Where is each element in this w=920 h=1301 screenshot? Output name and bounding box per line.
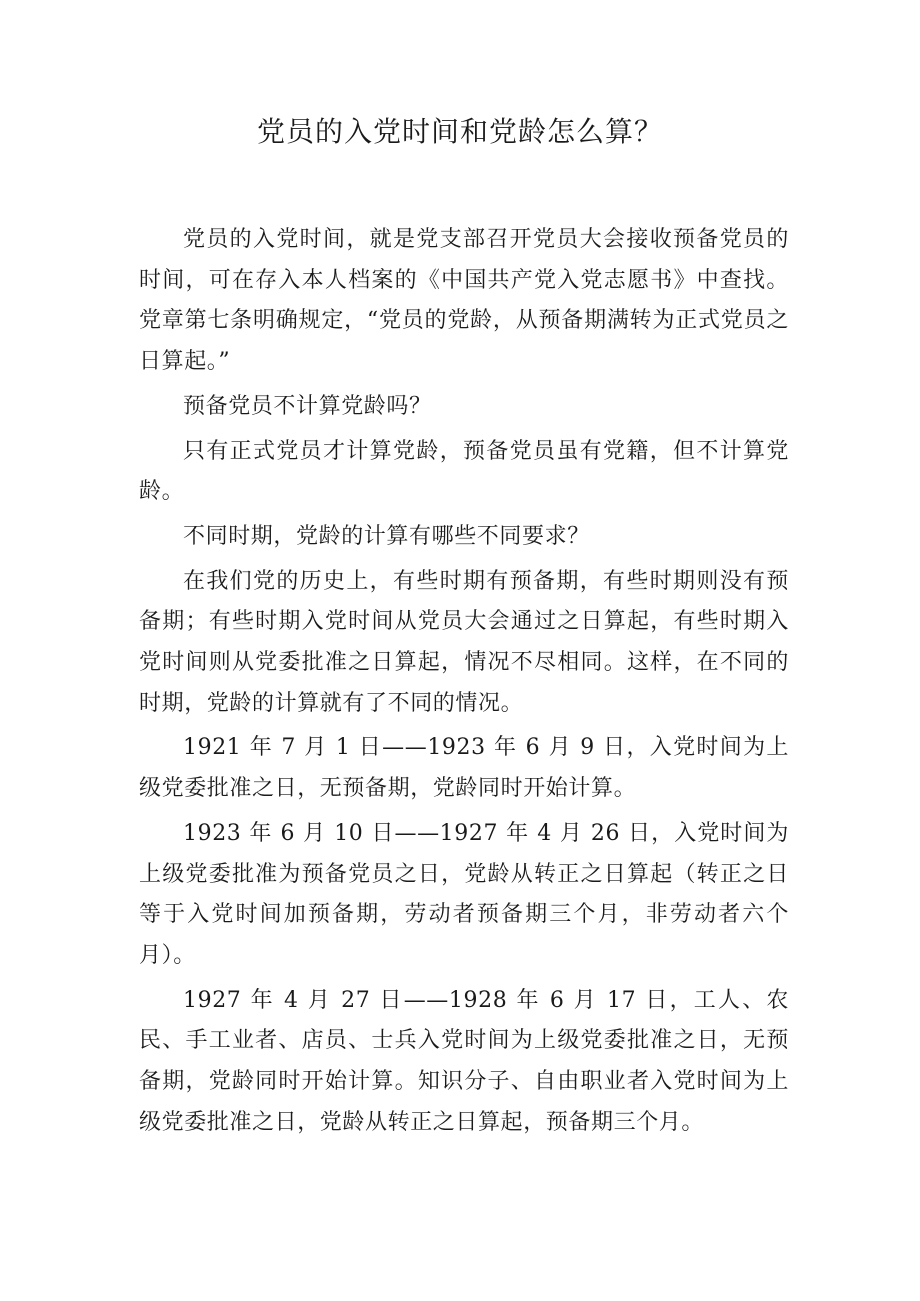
paragraph-history-overview: 在我们党的历史上，有些时期有预备期，有些时期则没有预备期；有些时期入党时间从党员大会通过之日算起，有些时期入党时间则从党委批准之日算起，情况不尽相同。这样，在不同的时期，党龄的计算就有了不同的情况。 <box>139 568 789 716</box>
paragraph-answer-probationary: 只有正式党员才计算党龄，预备党员虽有党籍，但不计算党龄。 <box>139 438 789 505</box>
paragraph-question-probationary: 预备党员不计算党龄吗？ <box>183 393 432 419</box>
paragraph-period-1921-1923: 1921 年 7 月 1 日——1923 年 6 月 9 日，入党时间为上级党委批准之日，无预备期，党龄同时开始计算。 <box>139 735 789 802</box>
paragraph-period-1927-1928: 1927 年 4 月 27 日——1928 年 6 月 17 日，工人、农民、手工业者、店员、士兵入党时间为上级党委批准之日，无预备期，党龄同时开始计算。知识分子、自由职业者入党时间为上级党委批准之日，党龄从转正之日算起，预备期三个月。 <box>139 987 789 1135</box>
document-title: 党员的入党时间和党龄怎么算？ <box>256 115 663 148</box>
paragraph-question-periods: 不同时期，党龄的计算有哪些不同要求？ <box>183 523 590 549</box>
paragraph-period-1923-1927: 1923 年 6 月 10 日——1927 年 4 月 26 日，入党时间为上级党委批准为预备党员之日，党龄从转正之日算起（转正之日等于入党时间加预备期，劳动者预备期三个月，非劳动者六个月）。 <box>139 820 789 968</box>
paragraph-admission-time: 党员的入党时间，就是党支部召开党员大会接收预备党员的时间，可在存入本人档案的《中国共产党入党志愿书》中查找。党章第七条明确规定，“党员的党龄，从预备期满转为正式党员之日算起。” <box>139 227 789 375</box>
document-body <box>139 220 789 1143</box>
